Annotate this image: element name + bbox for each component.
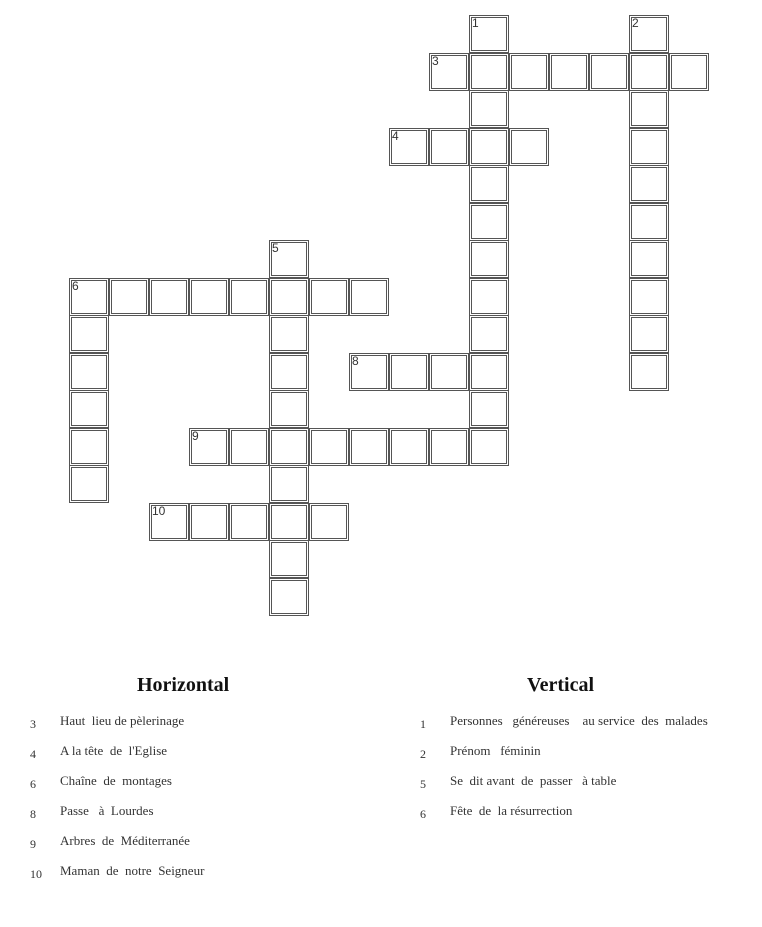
- clue-number: 2: [420, 747, 426, 761]
- grid-cell[interactable]: [269, 315, 309, 353]
- grid-cell[interactable]: [589, 53, 629, 91]
- grid-cell[interactable]: [429, 53, 469, 91]
- grid-cell[interactable]: [429, 428, 469, 466]
- grid-cell[interactable]: [229, 278, 269, 316]
- clue-number: 3: [30, 717, 36, 731]
- grid-cell[interactable]: [69, 465, 109, 503]
- grid-cell[interactable]: [469, 428, 509, 466]
- grid-cell[interactable]: [669, 53, 709, 91]
- cell-number: 2: [632, 16, 639, 30]
- cell-number: 8: [352, 354, 359, 368]
- grid-cell[interactable]: [469, 240, 509, 278]
- cell-number: 9: [192, 429, 199, 443]
- grid-cell[interactable]: [469, 390, 509, 428]
- clue-number: 4: [30, 747, 36, 761]
- clue-number: 6: [420, 807, 426, 821]
- clue-text: Prénom féminin: [450, 743, 541, 758]
- grid-cell[interactable]: [309, 503, 349, 541]
- clue-number: 9: [30, 837, 36, 851]
- grid-cell[interactable]: [269, 278, 309, 316]
- clue-text: A la tête de l'Eglise: [60, 743, 168, 758]
- grid-cell[interactable]: [349, 428, 389, 466]
- grid-cell[interactable]: [69, 353, 109, 391]
- grid-cell[interactable]: [69, 390, 109, 428]
- grid-cell[interactable]: [549, 53, 589, 91]
- grid-cell[interactable]: [629, 240, 669, 278]
- horizontal-clue-10: [30, 863, 205, 927]
- vertical-clue-6: [420, 803, 573, 867]
- grid-cell[interactable]: [269, 428, 309, 466]
- grid-cell[interactable]: [509, 53, 549, 91]
- grid-cell[interactable]: [229, 503, 269, 541]
- clue-text: Se dit avant de passer à table: [450, 773, 617, 788]
- clue-text: Maman de notre Seigneur: [60, 863, 205, 878]
- grid-cell[interactable]: [69, 428, 109, 466]
- clue-text: Chaîne de montages: [60, 773, 172, 788]
- grid-cell[interactable]: [469, 15, 509, 53]
- grid-cell[interactable]: [269, 540, 309, 578]
- grid-cell[interactable]: [469, 53, 509, 91]
- grid-cell[interactable]: [389, 128, 429, 166]
- grid-cell[interactable]: [469, 90, 509, 128]
- grid-cell[interactable]: [469, 353, 509, 391]
- grid-cell[interactable]: [389, 353, 429, 391]
- grid-cell[interactable]: [469, 315, 509, 353]
- grid-cell[interactable]: [629, 203, 669, 241]
- grid-cell[interactable]: [309, 428, 349, 466]
- horizontal-clues-title: Horizontal: [137, 674, 230, 696]
- grid-cell[interactable]: [629, 315, 669, 353]
- clue-number: 6: [30, 777, 36, 791]
- clue-number: 8: [30, 807, 36, 821]
- grid-cell[interactable]: [349, 278, 389, 316]
- grid-cell[interactable]: [149, 278, 189, 316]
- cell-number: 4: [392, 129, 399, 143]
- grid-cell[interactable]: [629, 90, 669, 128]
- grid-cell[interactable]: [149, 503, 189, 541]
- grid-cell[interactable]: [269, 390, 309, 428]
- grid-cell[interactable]: [469, 165, 509, 203]
- grid-cell[interactable]: [309, 278, 349, 316]
- grid-cell[interactable]: [629, 278, 669, 316]
- clue-text: Personnes généreuses au service des malades: [450, 713, 708, 728]
- cell-number: 3: [432, 54, 439, 68]
- grid-cell[interactable]: [269, 578, 309, 616]
- grid-cell[interactable]: [189, 278, 229, 316]
- grid-cell[interactable]: [429, 353, 469, 391]
- grid-cell[interactable]: [389, 428, 429, 466]
- grid-cell[interactable]: [189, 503, 229, 541]
- grid-cell[interactable]: [229, 428, 269, 466]
- grid-cell[interactable]: [469, 278, 509, 316]
- clue-number: 10: [30, 867, 42, 881]
- clue-text: Fête de la résurrection: [450, 803, 573, 818]
- grid-cell[interactable]: [349, 353, 389, 391]
- grid-cell[interactable]: [469, 203, 509, 241]
- clue-number: 1: [420, 717, 426, 731]
- grid-cell[interactable]: [109, 278, 149, 316]
- grid-cell[interactable]: [269, 503, 309, 541]
- clue-number: 5: [420, 777, 426, 791]
- cell-number: 6: [72, 279, 79, 293]
- cell-number: 1: [472, 16, 479, 30]
- grid-cell[interactable]: [469, 128, 509, 166]
- clue-text: Passe à Lourdes: [60, 803, 154, 818]
- grid-cell[interactable]: [269, 465, 309, 503]
- cell-number: 5: [272, 241, 279, 255]
- grid-cell[interactable]: [269, 353, 309, 391]
- grid-cell[interactable]: [189, 428, 229, 466]
- grid-cell[interactable]: [429, 128, 469, 166]
- grid-cell[interactable]: [629, 53, 669, 91]
- cell-number: 10: [152, 504, 166, 518]
- grid-cell[interactable]: [269, 240, 309, 278]
- grid-cell[interactable]: [629, 353, 669, 391]
- grid-cell[interactable]: [629, 165, 669, 203]
- clue-text: Arbres de Méditerranée: [60, 833, 190, 848]
- grid-cell[interactable]: [629, 15, 669, 53]
- clue-text: Haut lieu de pèlerinage: [60, 713, 185, 728]
- grid-cell[interactable]: [69, 315, 109, 353]
- grid-cell[interactable]: [509, 128, 549, 166]
- grid-cell[interactable]: [69, 278, 109, 316]
- grid-cell[interactable]: [629, 128, 669, 166]
- vertical-clues-title: Vertical: [527, 674, 595, 696]
